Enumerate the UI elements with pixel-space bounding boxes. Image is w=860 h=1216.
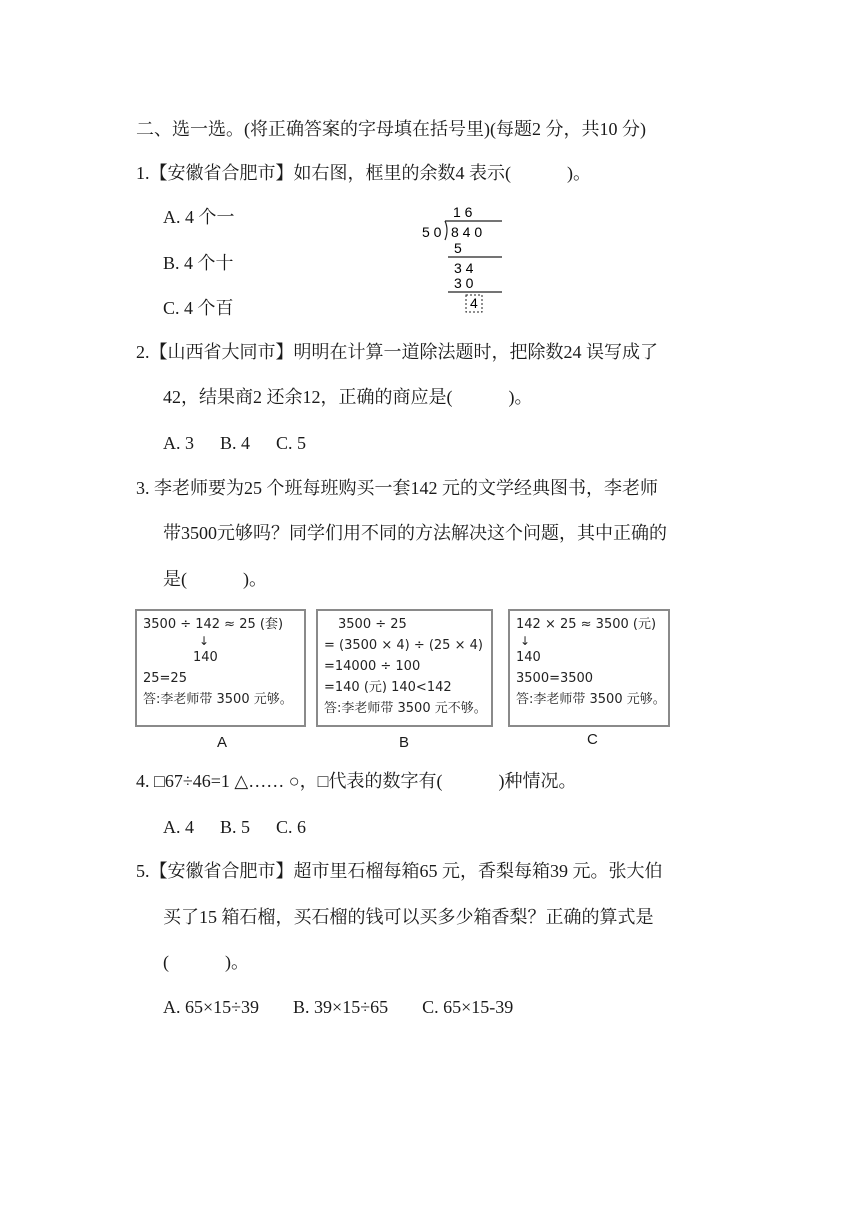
division-dividend: 8 4 0 (451, 224, 483, 240)
division-step-3: 3 0 (454, 275, 474, 291)
q5-option-c: C. 65×15-39 (422, 997, 514, 1017)
q1-option-a: A. 4 个一 (163, 207, 235, 227)
solution-box-b (316, 609, 493, 727)
q2-options (163, 431, 332, 455)
q5-option-a: A. 65×15÷39 (163, 997, 260, 1017)
q4-option-b: B. 5 (220, 817, 251, 837)
question-5-text-end: )。 (225, 952, 249, 972)
box-a-line-1: 3500 ÷ 142 ≈ 25 (套) (143, 617, 284, 632)
question-2-line-1: 2.【山西省大同市】明明在计算一道除法题时，把除数24 误写成了 (136, 342, 658, 362)
box-c-label: C (587, 731, 598, 748)
q1-option-c: C. 4 个百 (163, 298, 234, 318)
question-2-text: 42，结果商2 还余12，正确的商应是( (163, 387, 453, 407)
box-a-label: A (217, 734, 228, 751)
long-division-figure (418, 200, 518, 315)
box-b-line-4: =140 (元) 140<142 (324, 680, 452, 695)
q2-option-c: C. 5 (276, 433, 307, 453)
q2-option-b: B. 4 (220, 433, 251, 453)
question-1 (136, 161, 591, 185)
question-4 (136, 769, 576, 793)
question-5-line-2: 买了15 箱石榴，买石榴的钱可以买多少箱香梨？正确的算式是 (163, 907, 654, 927)
division-step-2: 3 4 (454, 260, 474, 276)
question-2-text-end: )。 (508, 387, 533, 407)
solution-box-a (135, 609, 306, 727)
box-b-line-1: 3500 ÷ 25 (338, 617, 407, 632)
box-b-line-5: 答:李老师带 3500 元不够。 (324, 701, 487, 716)
box-c-line-1: 142 × 25 ≈ 3500 (元) (516, 617, 657, 632)
q5-options (163, 995, 547, 1019)
box-a-line-2: 140 (193, 650, 218, 665)
question-3-text: 是( (163, 569, 187, 589)
box-c-line-3: 3500=3500 (516, 671, 594, 686)
question-2-line-2 (163, 385, 533, 409)
question-3-line-3 (163, 567, 267, 591)
question-3-text-end: )。 (243, 569, 267, 589)
question-4-text-end: )种情况。 (498, 771, 577, 791)
question-5-text: ( (163, 952, 169, 972)
box-b-line-2: = (3500 × 4) ÷ (25 × 4) (324, 638, 483, 653)
box-a-line-4: 答:李老师带 3500 元够。 (143, 692, 293, 707)
q4-option-c: C. 6 (276, 817, 307, 837)
question-3-line-2: 带3500元够吗？同学们用不同的方法解决这个问题，其中正确的 (163, 523, 667, 543)
box-b-line-3: =14000 ÷ 100 (324, 659, 421, 674)
division-divisor: 5 0 (422, 224, 442, 240)
section-title: 二、选一选。(将正确答案的字母填在括号里)(每题2 分，共10 分) (136, 119, 646, 139)
question-3-line-1: 3. 李老师要为25 个班每班购买一套142 元的文学经典图书，李老师 (136, 478, 658, 498)
q4-option-a: A. 4 (163, 817, 194, 837)
down-arrow-icon: ↓ (199, 634, 210, 648)
q5-option-b: B. 39×15÷65 (293, 997, 389, 1017)
box-a-line-3: 25=25 (143, 671, 187, 686)
solution-box-c (508, 609, 670, 727)
box-c-line-2: 140 (516, 650, 541, 665)
question-4-text: 4. □67÷46=1 △…… ○，□代表的数字有( (136, 771, 443, 791)
division-quotient: 1 6 (453, 204, 473, 220)
question-5-line-3 (163, 950, 249, 974)
question-1-text-end: )。 (567, 163, 591, 183)
box-c-line-4: 答:李老师带 3500 元够。 (516, 692, 666, 707)
q1-option-b: B. 4 个十 (163, 253, 234, 273)
question-1-text: 1.【安徽省合肥市】如右图，框里的余数4 表示( (136, 163, 511, 183)
division-step-1: 5 (454, 240, 462, 256)
box-b-label: B (399, 734, 410, 751)
q2-option-a: A. 3 (163, 433, 194, 453)
down-arrow-icon: ↓ (520, 634, 531, 648)
division-remainder: 4 (470, 295, 478, 311)
question-5-line-1: 5.【安徽省合肥市】超市里石榴每箱65 元，香梨每箱39 元。张大伯 (136, 861, 663, 881)
q4-options (163, 815, 332, 839)
